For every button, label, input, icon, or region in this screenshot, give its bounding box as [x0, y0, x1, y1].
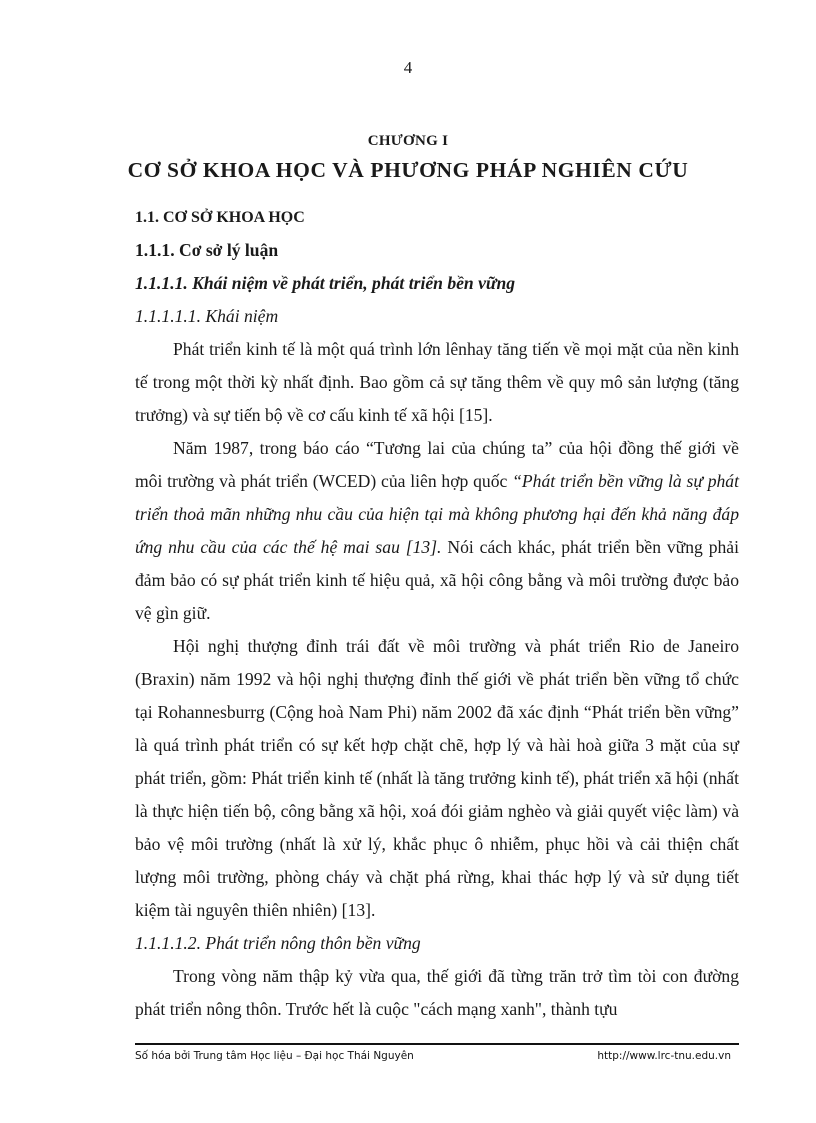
- chapter-title: CƠ SỞ KHOA HỌC VÀ PHƯƠNG PHÁP NGHIÊN CỨU: [127, 158, 689, 182]
- document-body: [135, 201, 739, 1026]
- footer-divider: [135, 1043, 739, 1045]
- sustainable-development-quote: “Phát triển bền vững là sự phát triển thoả mãn những nhu cầu của hiện tại mà không phương hại đến khả năng đáp ứng nhu cầu của các thế hệ mai sau [13].: [135, 471, 739, 557]
- paragraph-wced-conclusion: Nói cách khác, phát triển bền vững phải đảm bảo có sự phát triển kinh tế hiệu quả, xã hội công bằng và môi trường được bảo vệ gìn giữ.: [135, 537, 739, 623]
- paragraph-development-definition: Phát triển kinh tế là một quá trình lớn lênhay tăng tiến về mọi mặt của nền kinh tế trong một thời kỳ nhất định. Bao gồm cả sự tăng thêm về quy mô sản lượng (tăng trưởng) và sự tiến bộ về cơ cấu kinh tế xã hội [15].: [135, 339, 739, 425]
- paragraph-earth-summit: Hội nghị thượng đỉnh trái đất về môi trường và phát triển Rio de Janeiro (Braxin) năm 1992 và hội nghị thượng đỉnh thế giới về phát triển bền vững tổ chức tại Rohannesburrg (Cộng hoà Nam Phi) năm 2002 đã xác định “Phát triển bền vững” là quá trình phát triển có sự kết hợp chặt chẽ, hợp lý và hài hoà giữa 3 mặt của sự phát triển, gồm: Phát triển kinh tế (nhất là tăng trưởng kinh tế), phát triển xã hội (nhất là thực hiện tiến bộ, công bằng xã hội, xoá đói giảm nghèo và giải quyết việc làm) và bảo vệ môi trường (nhất là xử lý, khắc phục ô nhiễm, phục hồi và cải thiện chất lượng môi trường, phòng cháy và chặt phá rừng, khai thác hợp lý và sử dụng tiết kiệm tài nguyên thiên nhiên) [13].: [135, 636, 739, 920]
- paragraph-wced-report: [135, 432, 739, 630]
- heading-1-1: 1.1. CƠ SỞ KHOA HỌC: [135, 209, 305, 226]
- heading-1-1-1-1-1: 1.1.1.1.1. Khái niệm: [135, 306, 279, 326]
- heading-1-1-1-1-2: 1.1.1.1.2. Phát triển nông thôn bền vững: [135, 933, 421, 953]
- page-number: 4: [403, 58, 413, 77]
- footer-url: http://www.lrc-tnu.edu.vn: [597, 1050, 731, 1062]
- heading-1-1-1: 1.1.1. Cơ sở lý luận: [135, 240, 279, 260]
- footer-source: Số hóa bởi Trung tâm Học liệu – Đại học Thái Nguyên: [135, 1050, 414, 1062]
- heading-1-1-1-1: 1.1.1.1. Khái niệm về phát triển, phát triển bền vững: [135, 273, 516, 293]
- paragraph-wced-intro: Năm 1987, trong báo cáo “Tương lai của chúng ta” của hội đồng thế giới về môi trường và phát triển (WCED) của liên hợp quốc: [135, 438, 739, 491]
- chapter-label: CHƯƠNG I: [367, 133, 449, 149]
- paragraph-rural-development: Trong vòng năm thập kỷ vừa qua, thế giới đã từng trăn trở tìm tòi con đường phát triển nông thôn. Trước hết là cuộc "cách mạng xanh", thành tựu: [135, 966, 739, 1019]
